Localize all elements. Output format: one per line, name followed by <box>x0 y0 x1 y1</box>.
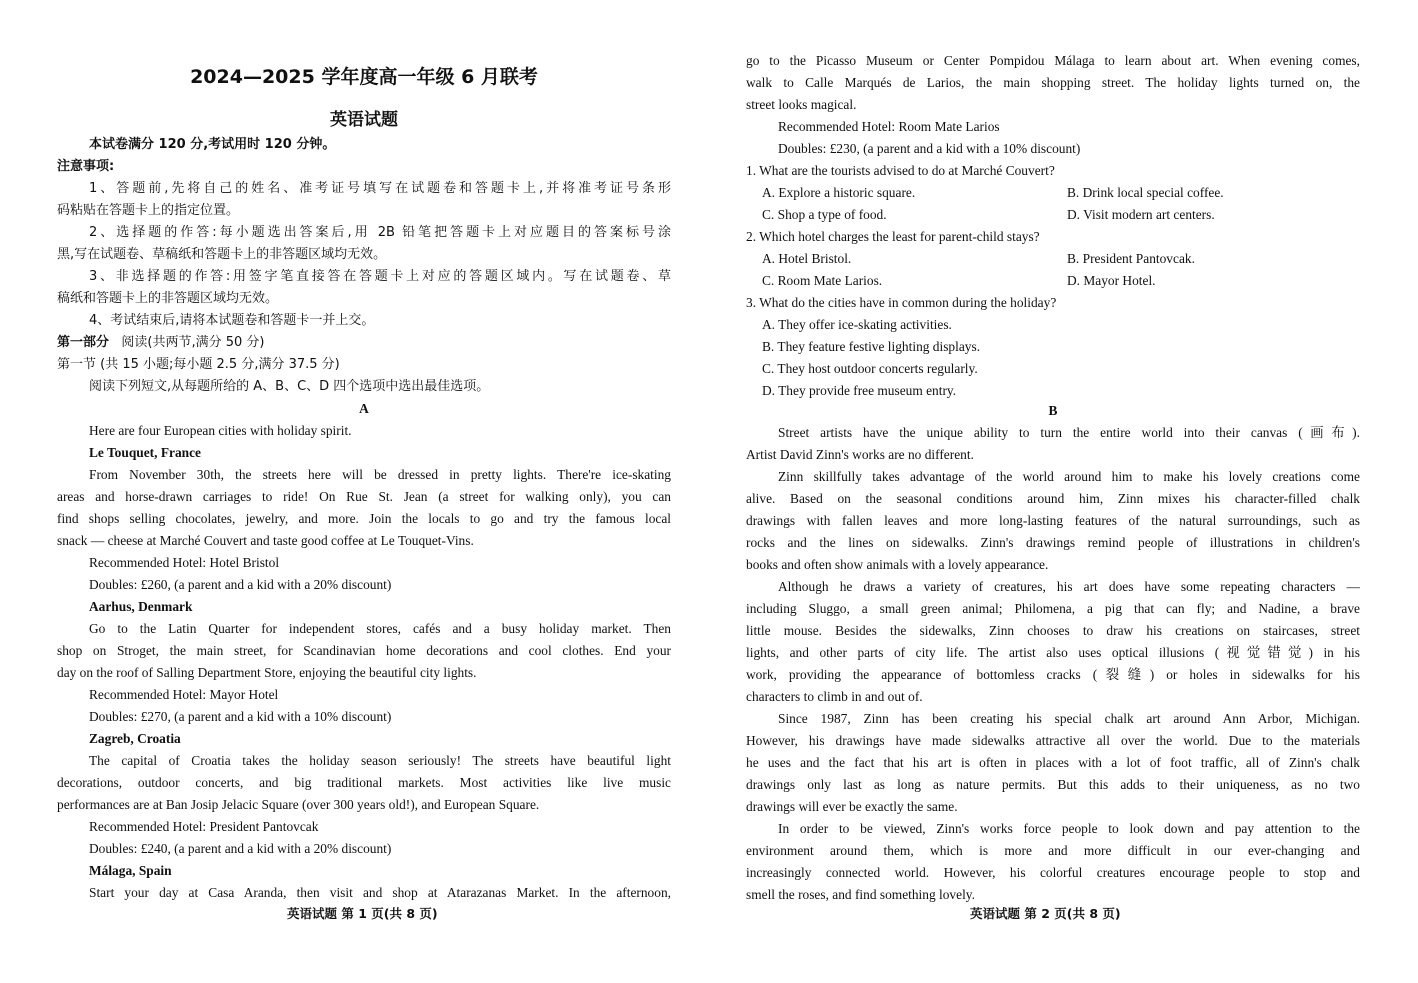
question-2-options-row <box>746 270 1360 292</box>
city1-text: areas and horse-drawn carriages to ride! On Rue St. Jean (a street for walking only), you can <box>57 489 671 504</box>
page-2-footer: 英语试题 第 2 页(共 8 页) <box>970 906 1121 921</box>
notice-2: 2、选择题的作答:每小题选出答案后,用 2B 铅笔把答题卡上对应题目的答案标号涂 <box>89 225 671 240</box>
city-heading-zagreb: Zagreb, Croatia <box>89 731 181 746</box>
option-a: A. Hotel Bristol. <box>762 251 852 266</box>
city4-price: Doubles: £230, (a parent and a kid with a 10% discount) <box>778 141 1081 156</box>
option-c: C. Shop a type of food. <box>762 207 887 222</box>
question-2: 2. Which hotel charges the least for parent-child stays? <box>746 229 1040 244</box>
city1-text: From November 30th, the streets here will be dressed in pretty lights. There're ice-skating <box>89 467 671 482</box>
passage-b-text: However, his drawings have made sidewalks attractive all over the world. Due to the materials <box>746 733 1360 748</box>
city1-hotel: Recommended Hotel: Hotel Bristol <box>89 555 280 570</box>
city4-text: street looks magical. <box>746 97 857 112</box>
city-heading-malaga: Málaga, Spain <box>89 863 172 878</box>
option-c: C. Room Mate Larios. <box>762 273 883 288</box>
passage-b-text: rocks and the lines on sidewalks. Zinn's drawings remind people of illustrations in children's <box>746 535 1360 550</box>
passage-b-text: lights, and other parts of city life. The artist also uses optical illusions (视觉错觉) in his <box>746 645 1360 660</box>
passage-b-text: In order to be viewed, Zinn's works force people to look down and pay attention to the <box>778 821 1360 836</box>
page-1-footer: 英语试题 第 1 页(共 8 页) <box>287 906 438 921</box>
passage-b-text: little mouse. Besides the sidewalks, Zinn chooses to draw his creations on staircases, street <box>746 623 1360 638</box>
score-line: 本试卷满分 120 分,考试用时 120 分钟。 <box>89 137 336 152</box>
city-heading-aarhus: Aarhus, Denmark <box>89 599 193 614</box>
option-d: D. They provide free museum entry. <box>762 383 957 398</box>
option-b: B. Drink local special coffee. <box>1067 185 1224 200</box>
passage-b-text: he uses and the fact that his art is often in places with a lot of foot traffic, all of Zinn's chalk <box>746 755 1360 770</box>
notice-4: 4、考试结束后,请将本试题卷和答题卡一并上交。 <box>89 313 375 328</box>
part-1-label: 第一部分 <box>57 335 110 350</box>
notice-3-cont: 稿纸和答题卡上的非答题区域均无效。 <box>57 291 279 306</box>
passage-a-label: A <box>359 401 369 416</box>
passage-b-text: Zinn skillfully takes advantage of the world around him to make his lovely creations come <box>778 469 1360 484</box>
city2-text: day on the roof of Salling Department Store, enjoying the beautiful city lights. <box>57 665 477 680</box>
exam-title: 2024—2025 学年度高一年级 6 月联考 <box>190 66 538 88</box>
notice-heading: 注意事项: <box>57 159 115 174</box>
question-1: 1. What are the tourists advised to do at Marché Couvert? <box>746 163 1055 178</box>
city-heading-le-touquet: Le Touquet, France <box>89 445 201 460</box>
passage-b-text: drawings only last as long as nature permits. But this adds to their uniqueness, as no two <box>746 777 1360 792</box>
city4-text: go to the Picasso Museum or Center Pompidou Málaga to learn about art. When evening comes, <box>746 53 1360 68</box>
option-d: D. Visit modern art centers. <box>1067 207 1215 222</box>
question-1-options-row <box>746 182 1360 204</box>
notice-1: 1、答题前,先将自己的姓名、准考证号填写在试题卷和答题卡上,并将准考证号条形 <box>89 181 671 196</box>
passage-b-text: work, providing the appearance of bottomless cracks (裂缝) or holes in sidewalks for his <box>746 667 1360 682</box>
city3-text: The capital of Croatia takes the holiday season seriously! The streets have beautiful light <box>89 753 671 768</box>
city4-text: walk to Calle Marqués de Larios, the main shopping street. The holiday lights turned on, the <box>746 75 1360 90</box>
passage-b-text: Street artists have the unique ability to turn the entire world into their canvas (画布). <box>778 425 1360 440</box>
city4-hotel: Recommended Hotel: Room Mate Larios <box>778 119 1000 134</box>
city4-text: Start your day at Casa Aranda, then visit and shop at Atarazanas Market. In the afternoon, <box>89 885 671 900</box>
passage-b-text: smell the roses, and find something lovely. <box>746 887 975 902</box>
option-a: A. They offer ice-skating activities. <box>762 317 952 332</box>
passage-b-text: characters to climb in and out of. <box>746 689 923 704</box>
passage-b-text: environment around them, which is more and more difficult in our ever-changing and <box>746 843 1360 858</box>
city2-price: Doubles: £270, (a parent and a kid with a 10% discount) <box>89 709 392 724</box>
passage-a-intro: Here are four European cities with holiday spirit. <box>89 423 352 438</box>
city2-text: Go to the Latin Quarter for independent stores, cafés and a busy holiday market. Then <box>89 621 671 636</box>
city3-text: performances are at Ban Josip Jelacic Square (over 300 years old!), and European Square. <box>57 797 540 812</box>
section-1-heading: 第一节 (共 15 小题;每小题 2.5 分,满分 37.5 分) <box>57 357 340 372</box>
passage-b-text: increasingly connected world. However, his colorful creatures encourage people to stop and <box>746 865 1360 880</box>
city3-price: Doubles: £240, (a parent and a kid with a 20% discount) <box>89 841 392 856</box>
notice-1-cont: 码粘贴在答题卡上的指定位置。 <box>57 203 240 218</box>
passage-b-text: drawings will ever be exactly the same. <box>746 799 958 814</box>
option-b: B. They feature festive lighting displays. <box>762 339 981 354</box>
city1-price: Doubles: £260, (a parent and a kid with a 20% discount) <box>89 577 392 592</box>
part-1-title: 阅读(共两节,满分 50 分) <box>121 335 265 350</box>
passage-b-text: books and often show animals with a lovely appearance. <box>746 557 1049 572</box>
question-3: 3. What do the cities have in common during the holiday? <box>746 295 1057 310</box>
instruction: 阅读下列短文,从每题所给的 A、B、C、D 四个选项中选出最佳选项。 <box>89 379 490 394</box>
part-1-heading <box>57 332 671 354</box>
question-1-options-row <box>746 204 1360 226</box>
city3-hotel: Recommended Hotel: President Pantovcak <box>89 819 319 834</box>
option-c: C. They host outdoor concerts regularly. <box>762 361 978 376</box>
city1-text: snack — cheese at Marché Couvert and taste good coffee at Le Touquet-Vins. <box>57 533 474 548</box>
notice-2-cont: 黑,写在试题卷、草稿纸和答题卡上的非答题区域均无效。 <box>57 247 387 262</box>
city2-hotel: Recommended Hotel: Mayor Hotel <box>89 687 279 702</box>
option-d: D. Mayor Hotel. <box>1067 273 1156 288</box>
passage-b-label: B <box>1048 403 1058 418</box>
city3-text: decorations, outdoor concerts, and big traditional markets. Most activities like live music <box>57 775 671 790</box>
passage-b-text: Although he draws a variety of creatures, his art does have some repeating characters — <box>778 579 1360 594</box>
option-b: B. President Pantovcak. <box>1067 251 1195 266</box>
passage-b-text: Artist David Zinn's works are no different. <box>746 447 974 462</box>
notice-3: 3、非选择题的作答:用签字笔直接答在答题卡上对应的答题区域内。写在试题卷、草 <box>89 269 671 284</box>
subject-title: 英语试题 <box>330 110 398 130</box>
passage-b-text: including Sluggo, a small green animal; Philomena, a pig that can fly; and Nadine, a brave <box>746 601 1360 616</box>
city2-text: shop on Stroget, the main street, for Scandinavian home decorations and cool clothes. End your <box>57 643 671 658</box>
passage-b-text: Since 1987, Zinn has been creating his special chalk art around Ann Arbor, Michigan. <box>778 711 1360 726</box>
question-2-options-row <box>746 248 1360 270</box>
city1-text: find shops selling chocolates, jewelry, and more. Join the locals to go and try the famous local <box>57 511 671 526</box>
passage-b-text: drawings with fallen leaves and more long-lasting features of the natural surroundings, such as <box>746 513 1360 528</box>
passage-b-text: alive. Based on the seasonal conditions around him, Zinn mixes his character-filled chalk <box>746 491 1360 506</box>
option-a: A. Explore a historic square. <box>762 185 916 200</box>
